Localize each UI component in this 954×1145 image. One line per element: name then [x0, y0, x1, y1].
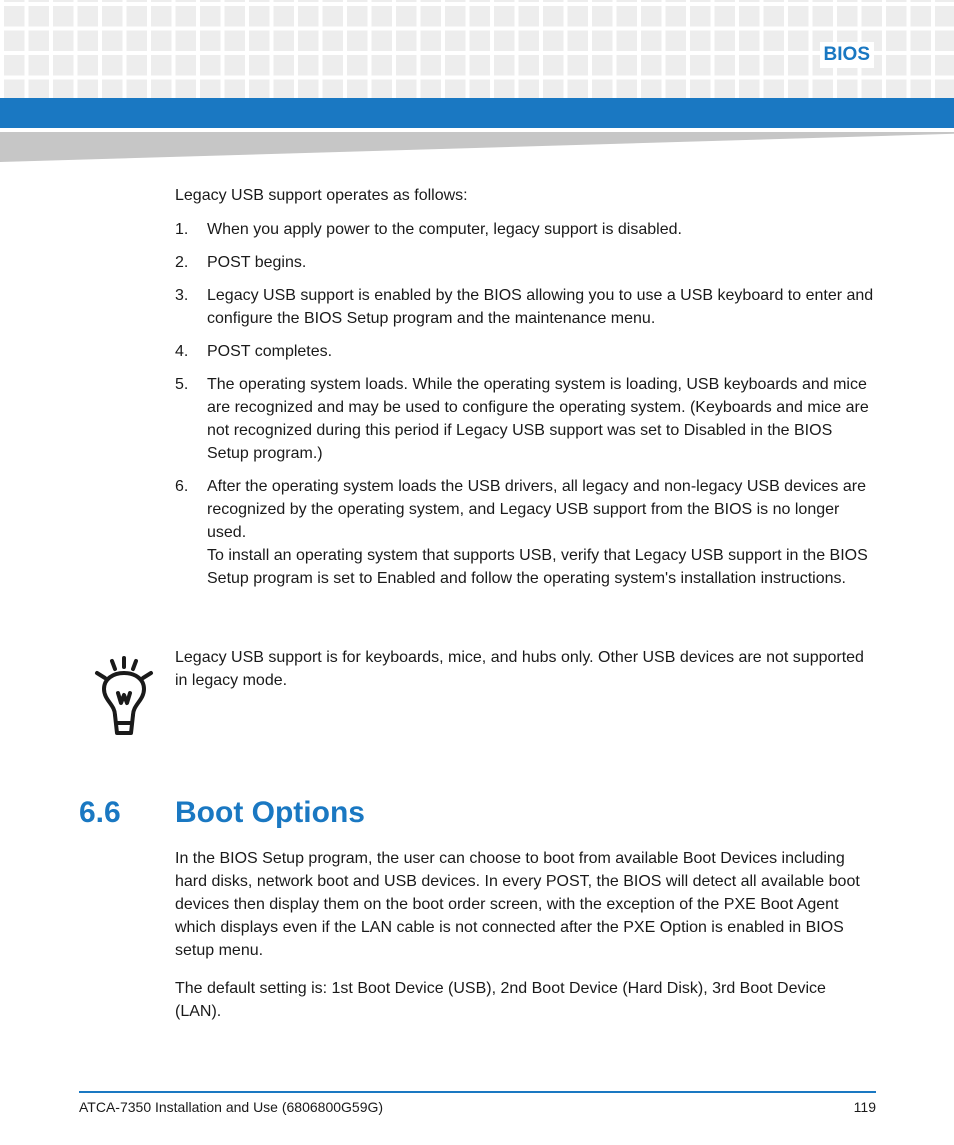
list-item-number: 2. — [175, 254, 189, 271]
boot-content — [175, 847, 875, 1038]
list-item-text: The operating system loads. While the operating system is loading, USB keyboards and mice are recognized and may be used to configure the operating system. (Keyboards and mice are not recognized during this period if Legacy USB support was set to Disabled in the BIOS Setup program.) — [207, 376, 869, 462]
section-label: BIOS — [820, 42, 874, 68]
header-gray-wedge — [0, 132, 954, 162]
header-blue-band — [0, 98, 954, 128]
list-item — [175, 475, 875, 590]
lightbulb-icon — [92, 655, 156, 739]
list-item-text: After the operating system loads the USB drivers, all legacy and non-legacy USB devices are recognized by the operating system, and Legacy USB support from the BIOS is no longer used. — [207, 478, 866, 541]
list-item-text: When you apply power to the computer, legacy support is disabled. — [207, 221, 682, 238]
usb-intro: Legacy USB support operates as follows: — [175, 187, 468, 204]
boot-paragraph-2: The default setting is: 1st Boot Device (USB), 2nd Boot Device (Hard Disk), 3rd Boot Device (LAN). — [175, 980, 826, 1020]
list-item-number: 3. — [175, 287, 189, 304]
section-number: 6.6 — [79, 796, 121, 829]
header-grid-pattern — [0, 0, 954, 98]
usb-steps-list — [175, 218, 875, 590]
list-item-text: POST begins. — [207, 254, 307, 271]
list-item-text: Legacy USB support is enabled by the BIOS allowing you to use a USB keyboard to enter and configure the BIOS Setup program and the maintenance menu. — [207, 287, 874, 327]
list-item-number: 6. — [175, 478, 189, 495]
footer-page-number: 119 — [853, 1099, 876, 1115]
section-heading — [79, 793, 365, 833]
list-item-text: POST completes. — [207, 343, 333, 360]
list-item-number: 4. — [175, 343, 189, 360]
list-item — [175, 284, 875, 330]
usb-content — [175, 184, 875, 600]
list-item-extra: To install an operating system that supports USB, verify that Legacy USB support in the BIOS Setup program is set to Enabled and follow the operating system's installation instructions. — [207, 547, 868, 587]
list-item — [175, 373, 875, 465]
list-item-number: 1. — [175, 221, 189, 238]
list-item — [175, 251, 875, 274]
list-item-number: 5. — [175, 376, 189, 393]
list-item — [175, 340, 875, 363]
boot-paragraph-1: In the BIOS Setup program, the user can choose to boot from available Boot Devices including hard disks, network boot and USB devices. In every POST, the BIOS will detect all available boot devices then display them on the boot order screen, with the exception of the PXE Boot Agent which displays even if the LAN cable is not connected after the PXE Option is enabled in BIOS setup menu. — [175, 850, 860, 959]
section-title: Boot Options — [175, 796, 365, 829]
footer-rule — [79, 1091, 876, 1093]
footer-doc-title: ATCA-7350 Installation and Use (6806800G59G) — [79, 1099, 384, 1115]
usb-note: Legacy USB support is for keyboards, mice, and hubs only. Other USB devices are not supported in legacy mode. — [175, 649, 864, 689]
list-item — [175, 218, 875, 241]
